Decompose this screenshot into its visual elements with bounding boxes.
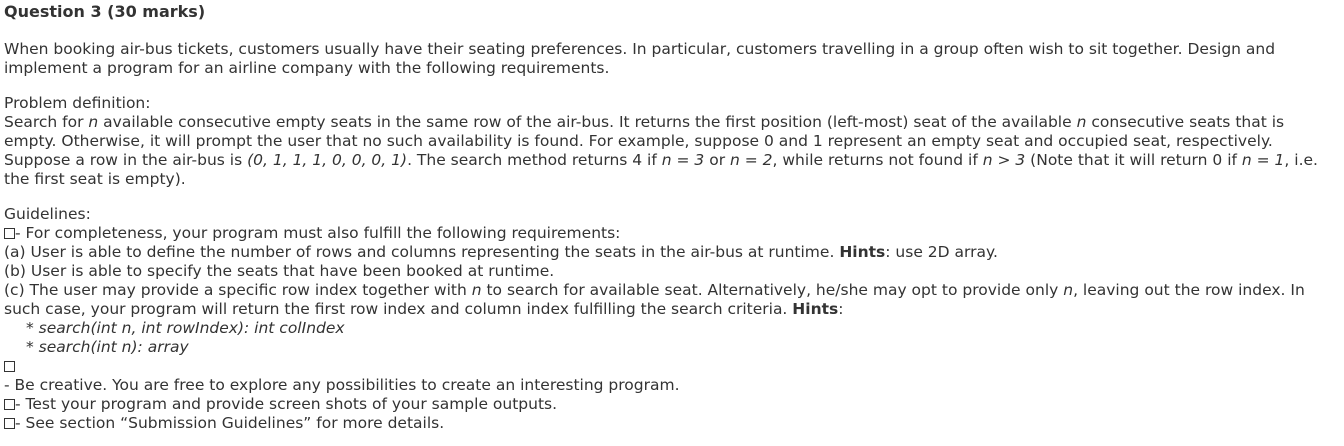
var-expr: n > 3 [982,151,1026,169]
text-span: (Note that it will return 0 if [1025,151,1242,169]
text-span: to search for available seat. Alternatively, he/she may opt to provide only [481,281,1064,299]
text-span: consecutive seats that is empty. Otherwise, it will prompt the user that no such availability is found. For example, suppose 0 and 1 represent an empty seat and occupied seat, respectively. Suppose a row in the air-bus is [4,113,1285,169]
guideline-item: - Be creative. You are free to explore any possibilities to create an interesting program. [4,376,680,394]
checkbox-icon [4,399,15,410]
problem-heading: Problem definition: [4,94,151,112]
var-expr: n = 2 [730,151,773,169]
method-signature: * search(int n, int rowIndex): int colIndex [26,319,345,337]
guideline-item [4,395,1340,414]
text-span: . The search method returns 4 if [407,151,662,169]
intro-paragraph: When booking air-bus tickets, customers usually have their seating preferences. In particular, customers travelling in a group often wish to sit together. Design and implement a program for an airline company with the following requirements. [4,40,1276,77]
text-span: : use 2D array. [885,243,998,261]
text-span: , leaving out the row index. In such case, your program will return the first row index and column index fulfilling the search criteria. [4,281,1305,318]
text-span: Search for [4,113,89,131]
hint-label: Hints [839,243,886,261]
hint-label: Hints [792,300,839,318]
text-span: (a) User is able to define the number of rows and columns representing the seats in the air-bus at runtime. [4,243,840,261]
text-span: - For completeness, your program must also fulfill the following requirements: [15,224,621,242]
var-n: n [1076,113,1087,131]
var-expr: n = 3 [661,151,705,169]
text-span: , while returns not found if [772,151,983,169]
var-expr: n = 1 [1241,151,1285,169]
guideline-item [4,357,1340,376]
var-n: n [1063,281,1074,299]
guidelines-heading: Guidelines: [4,205,91,223]
method-signature: * search(int n): array [26,338,189,356]
text-span: (c) The user may provide a specific row index together with [4,281,472,299]
guideline-c [4,281,1340,319]
problem-paragraph [4,113,1340,189]
var-n: n [88,113,99,131]
text-span: - See section “Submission Guidelines” for more details. [15,414,445,432]
guideline-item [4,414,1340,433]
var-n: n [471,281,482,299]
text-span: , i.e. the first seat is empty). [4,151,1318,188]
text-span: or [704,151,730,169]
row-example: (0, 1, 1, 1, 0, 0, 0, 1) [247,151,408,169]
text-span: available consecutive empty seats in the same row of the air-bus. It returns the first position (left-most) seat of the available [98,113,1077,131]
checkbox-icon [4,361,15,372]
text-span: : [838,300,844,318]
guideline-item [4,224,1340,243]
guideline-a [4,243,1340,262]
checkbox-icon [4,228,15,239]
guideline-b: (b) User is able to specify the seats that have been booked at runtime. [4,262,555,280]
text-span: - Test your program and provide screen shots of your sample outputs. [15,395,558,413]
checkbox-icon [4,418,15,429]
question-title: Question 3 (30 marks) [4,2,206,21]
